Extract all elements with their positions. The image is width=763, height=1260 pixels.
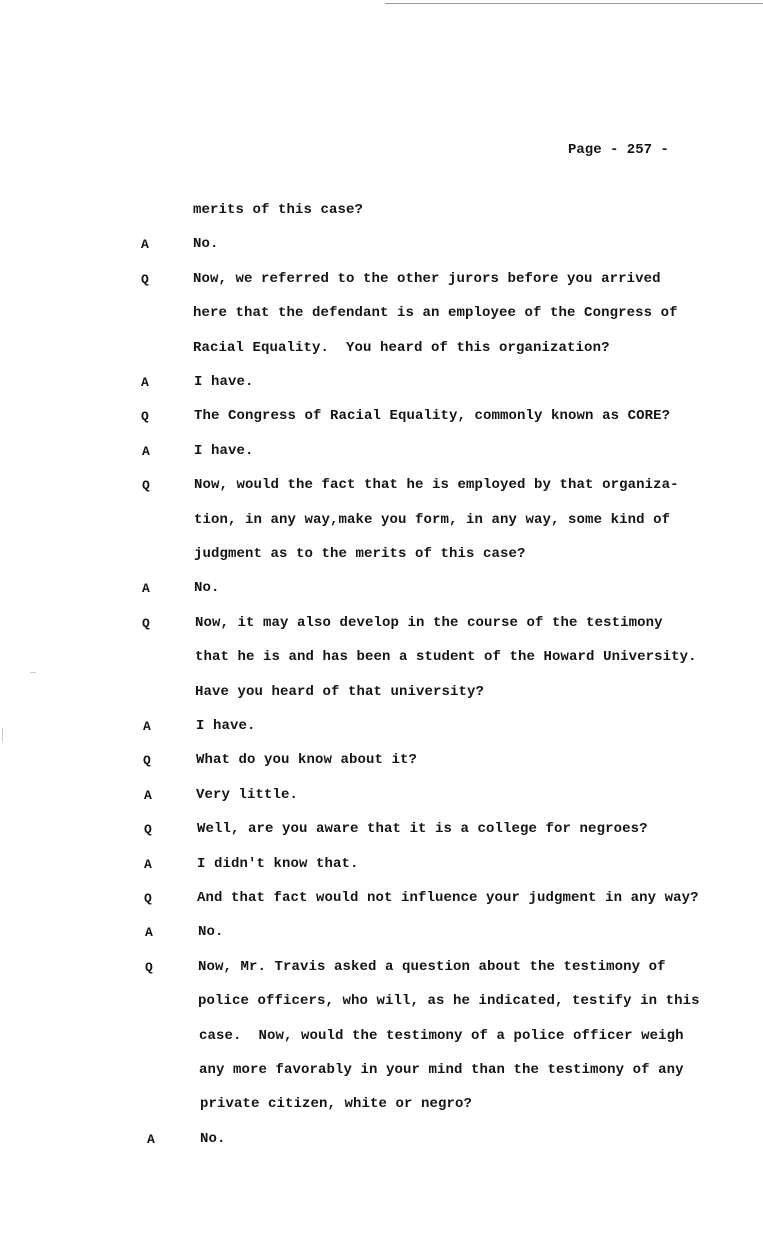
transcript-line: No. [198, 924, 224, 940]
transcript-line: private citizen, white or negro? [200, 1096, 473, 1112]
question-marker: Q [141, 409, 149, 424]
transcript-line: No. [193, 236, 219, 252]
question-marker: Q [145, 960, 153, 975]
transcript-line: Have you heard of that university? [195, 684, 485, 700]
transcript-line: merits of this case? [193, 202, 364, 218]
answer-marker: A [144, 788, 152, 803]
transcript-line: Now, we referred to the other jurors before you arrived [193, 271, 661, 287]
transcript-line: Now, would the fact that he is employed by that organiza- [194, 477, 679, 493]
answer-marker: A [144, 857, 152, 872]
question-marker: Q [143, 753, 151, 768]
transcript-line: tion, in any way,make you form, in any way, some kind of [194, 512, 671, 528]
transcript-line: Now, Mr. Travis asked a question about the testimony of [198, 959, 666, 975]
answer-marker: A [142, 444, 150, 459]
answer-marker: A [143, 719, 151, 734]
scan-speck [2, 728, 3, 742]
transcript-line: Racial Equality. You heard of this organization? [193, 340, 610, 356]
transcript-line: What do you know about it? [196, 752, 418, 768]
transcript-line: I have. [194, 374, 254, 390]
scan-speck [30, 672, 36, 673]
question-marker: Q [142, 478, 150, 493]
scan-top-rule [385, 3, 763, 4]
transcript-line: Well, are you aware that it is a college for negroes? [197, 821, 648, 837]
answer-marker: A [147, 1132, 155, 1147]
transcript-line: I have. [196, 718, 256, 734]
transcript-line: And that fact would not influence your judgment in any way? [197, 890, 699, 906]
answer-marker: A [145, 925, 153, 940]
transcript-line: any more favorably in your mind than the testimony of any [199, 1062, 684, 1078]
transcript-line: The Congress of Racial Equality, commonly known as CORE? [194, 408, 671, 424]
transcript-line: No. [200, 1131, 226, 1147]
transcript-line: judgment as to the merits of this case? [194, 546, 526, 562]
transcript-line: case. Now, would the testimony of a police officer weigh [199, 1028, 684, 1044]
question-marker: Q [142, 616, 150, 631]
page-number: Page - 257 - [568, 142, 669, 158]
question-marker: Q [144, 822, 152, 837]
transcript-line: Now, it may also develop in the course of the testimony [195, 615, 663, 631]
transcript-line: No. [194, 580, 220, 596]
transcript-line: Very little. [196, 787, 299, 803]
transcript-line: police officers, who will, as he indicated, testify in this [198, 993, 700, 1009]
transcript-line: here that the defendant is an employee of the Congress of [193, 305, 678, 321]
question-marker: Q [141, 272, 149, 287]
answer-marker: A [142, 581, 150, 596]
transcript-line: that he is and has been a student of the Howard University. [195, 649, 697, 665]
transcript-line: I didn't know that. [197, 856, 359, 872]
question-marker: Q [144, 891, 152, 906]
answer-marker: A [141, 237, 149, 252]
answer-marker: A [141, 375, 149, 390]
transcript-line: I have. [194, 443, 254, 459]
